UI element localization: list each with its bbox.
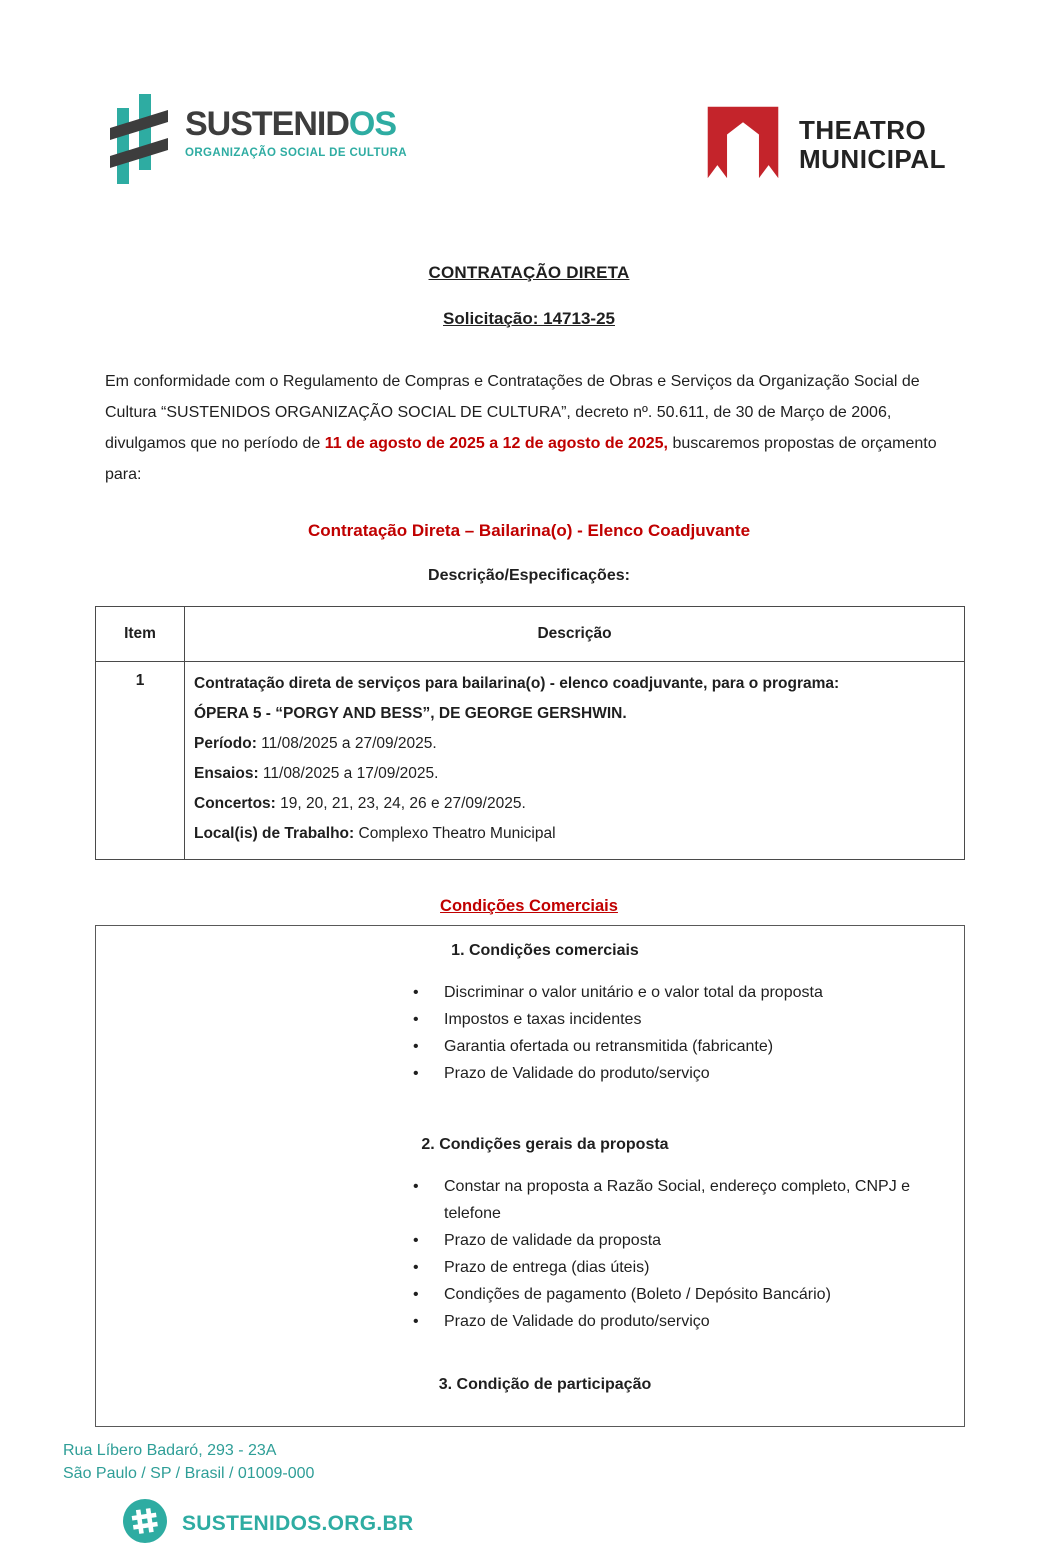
list-item: • Constar na proposta a Razão Social, endereço completo, CNPJ e telefone [444, 1173, 954, 1227]
list-item: • Impostos e taxas incidentes [444, 1006, 954, 1033]
table-header-row [96, 607, 965, 662]
subject-heading: Contratação Direta – Bailarina(o) - Elenco Coadjuvante [307, 521, 751, 540]
intro-paragraph: Em conformidade com o Regulamento de Compras e Contratações de Obras e Serviços da Organização Social de Cultura “SUSTENIDOS ORGANIZAÇÃO SOCIAL DE CULTURA”, decreto nº. 50.611, de 30 de Março de 2006, divulgamos que no período de 11 de agosto de 2025 a 12 de agosto de 2025, buscaremos propostas de orçamento para: [105, 373, 937, 483]
table-row [96, 662, 965, 860]
condition-section-1-list [96, 979, 954, 1087]
spec-label: Descrição/Especificações: [428, 567, 630, 584]
condition-section-2-title: 2. Condições gerais da proposta [421, 1136, 669, 1153]
theatro-municipal-logo-text: THEATRO MUNICIPAL [798, 114, 946, 174]
footer-address [63, 1439, 1058, 1485]
desc-line-ensaios: Ensaios: 11/08/2025 a 17/09/2025. [194, 765, 439, 782]
item-number-cell: 1 [96, 662, 185, 860]
sustenidos-logo [110, 92, 407, 191]
footer-site-label: SUSTENIDOS.ORG.BR [182, 1511, 414, 1535]
column-header-item: Item [96, 607, 185, 662]
list-item: • Prazo de validade da proposta [444, 1227, 954, 1254]
hashtag-circle-icon [123, 1499, 167, 1548]
request-number: Solicitação: 14713-25 [443, 309, 615, 328]
list-item: • Condições de pagamento (Boleto / Depósito Bancário) [444, 1281, 954, 1308]
sustenidos-logo-text [185, 92, 407, 159]
desc-line-programa: Contratação direta de serviços para bailarina(o) - elenco coadjuvante, para o programa: [194, 675, 840, 692]
condition-section-1-title: 1. Condições comerciais [451, 942, 639, 959]
condition-section-2-list [96, 1173, 954, 1335]
desc-line-opera: ÓPERA 5 - “PORGY AND BESS”, DE GEORGE GERSHWIN. [194, 705, 627, 722]
title-block [0, 263, 1058, 329]
header [0, 0, 1058, 191]
list-item: • Prazo de Validade do produto/serviço [444, 1308, 954, 1335]
highlight-dates: 11 de agosto de 2025 a 12 de agosto de 2025, [324, 435, 668, 452]
item-description-cell [185, 662, 965, 860]
spec-table [95, 606, 965, 860]
footer-address-line2: São Paulo / SP / Brasil / 01009-000 [63, 1465, 315, 1482]
desc-line-local: Local(is) de Trabalho: Complexo Theatro Municipal [194, 825, 556, 842]
list-item: • Prazo de entrega (dias úteis) [444, 1254, 954, 1281]
sustenidos-logo-tagline: ORGANIZAÇÃO SOCIAL DE CULTURA [185, 147, 408, 159]
list-item: • Discriminar o valor unitário e o valor total da proposta [444, 979, 954, 1006]
desc-line-periodo: Período: 11/08/2025 a 27/09/2025. [194, 735, 437, 752]
list-item: • Garantia ofertada ou retransmitida (fabricante) [444, 1033, 954, 1060]
column-header-descricao: Descrição [185, 607, 965, 662]
sustenidos-logo-name: SUSTENIDOS [185, 105, 397, 143]
conditions-heading: Condições Comerciais [440, 897, 618, 915]
footer [63, 1439, 1058, 1548]
list-item: • Prazo de Validade do produto/serviço [444, 1060, 954, 1087]
footer-address-line1: Rua Líbero Badaró, 293 - 23A [63, 1442, 277, 1459]
hashtag-icon [110, 92, 170, 191]
condition-section-3-title: 3. Condição de participação [438, 1376, 652, 1393]
arch-icon [701, 100, 785, 189]
footer-brand [123, 1499, 1058, 1548]
desc-line-concertos: Concertos: 19, 20, 21, 23, 24, 26 e 27/09/2025. [194, 795, 526, 812]
conditions-box [95, 925, 965, 1427]
doc-title: CONTRATAÇÃO DIRETA [428, 263, 630, 282]
theatro-municipal-logo [701, 92, 946, 189]
